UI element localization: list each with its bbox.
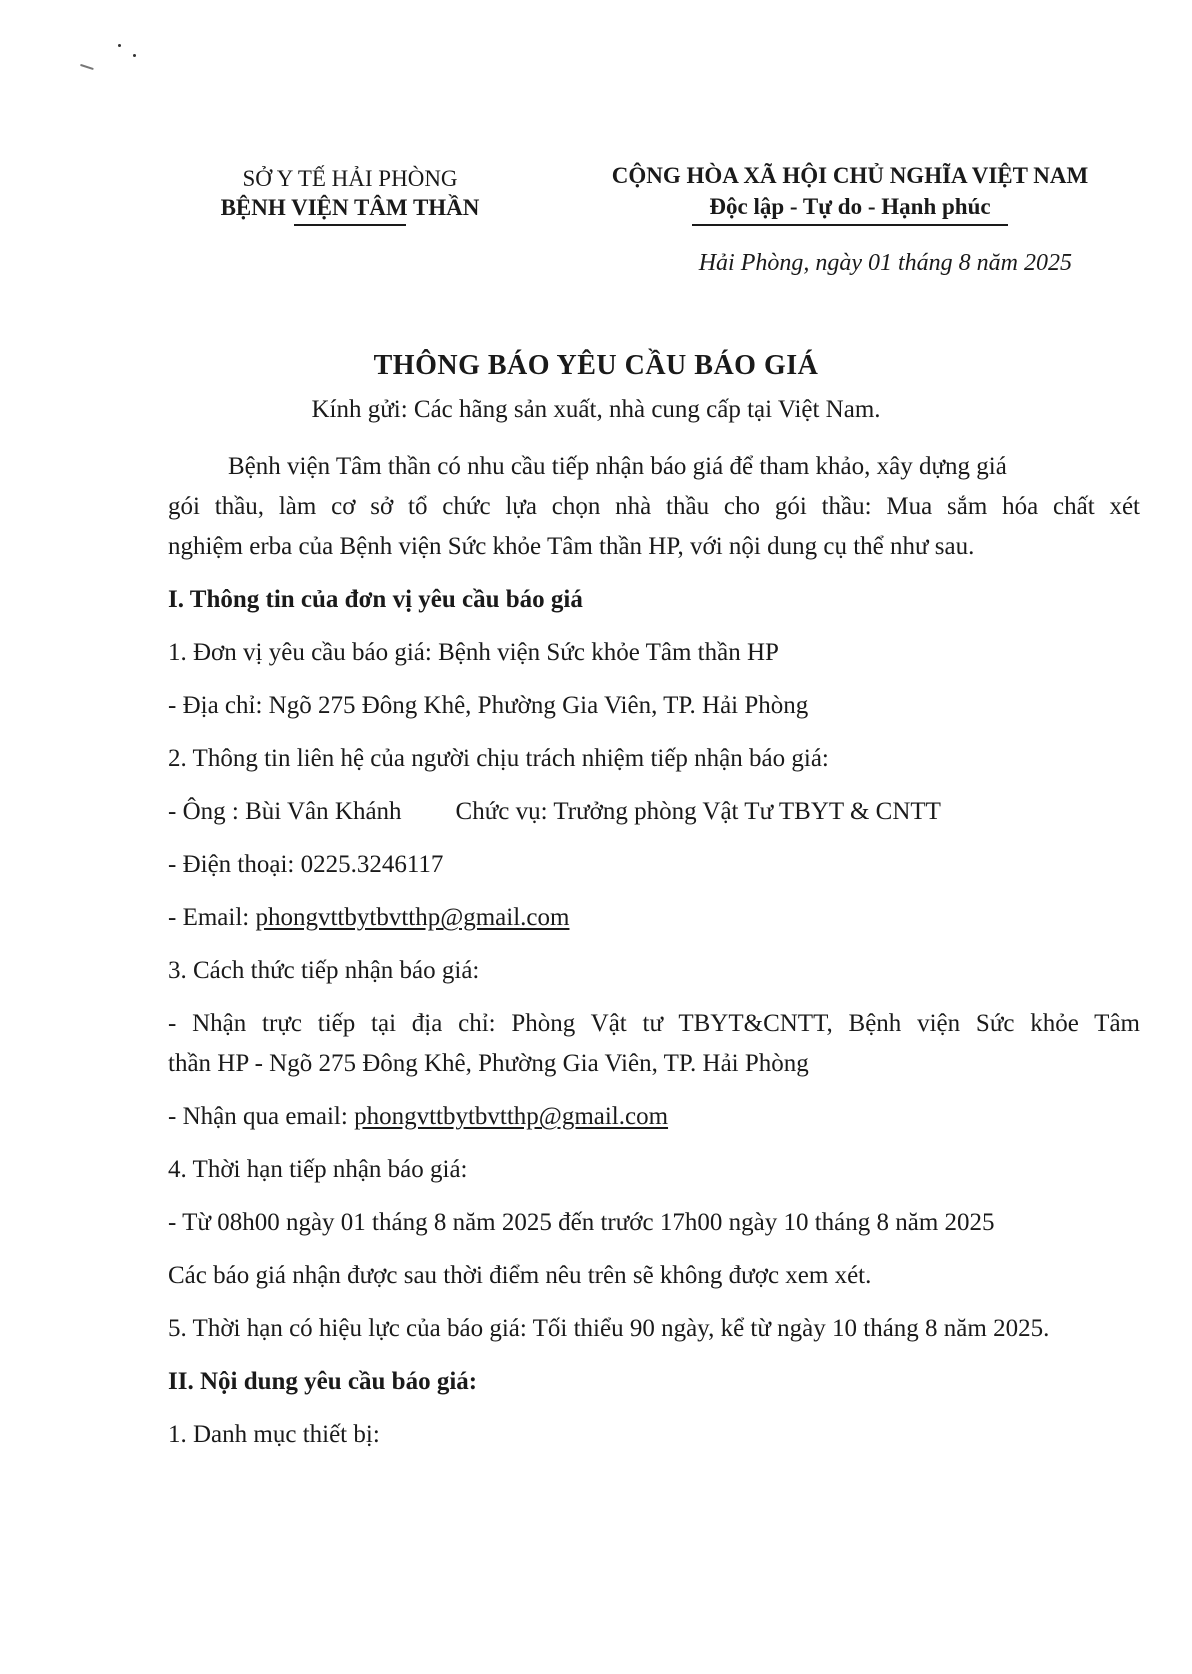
issuer-block	[200, 164, 500, 226]
issuer-underline	[294, 224, 406, 226]
email-label: - Email:	[168, 904, 256, 931]
receipt-email-link[interactable]: phongvttbytbvtthp@gmail.com	[354, 1103, 669, 1130]
national-heading	[600, 160, 1100, 226]
document-title: THÔNG BÁO YÊU CẦU BÁO GIÁ	[373, 350, 819, 381]
section-2-heading: II. Nội dung yêu cầu báo giá:	[168, 1368, 478, 1395]
requester-unit: 1. Đơn vị yêu cầu báo giá: Bệnh viện Sức khỏe Tâm thần HP	[168, 639, 779, 666]
greeting-line: Kính gửi: Các hãng sản xuất, nhà cung cấp tại Việt Nam.	[311, 396, 881, 423]
motto-underline	[692, 224, 1008, 226]
contact-role: Chức vụ: Trưởng phòng Vật Tư TBYT & CNTT	[455, 798, 941, 825]
contact-name: - Ông : Bùi Vân Khánh	[168, 798, 402, 825]
receipt-email-line	[168, 1102, 1140, 1132]
scan-speck	[133, 54, 136, 57]
country-name: CỘNG HÒA XÃ HỘI CHỦ NGHĨA VIỆT NAM	[611, 163, 1089, 188]
intro-line-1: Bệnh viện Tâm thần có nhu cầu tiếp nhận báo giá để tham khảo, xây dựng giá	[228, 453, 1007, 480]
section-1-heading: I. Thông tin của đơn vị yêu cầu báo giá	[168, 586, 583, 613]
deadline-range: - Từ 08h00 ngày 01 tháng 8 năm 2025 đến trước 17h00 ngày 10 tháng 8 năm 2025	[168, 1209, 995, 1236]
contact-email-line	[168, 903, 1140, 933]
national-motto: Độc lập - Tự do - Hạnh phúc	[709, 194, 991, 219]
receipt-direct-line-1: - Nhận trực tiếp tại địa chỉ: Phòng Vật tư TBYT&CNTT, Bệnh viện Sức khỏe Tâm	[168, 1010, 1140, 1037]
late-submission-note: Các báo giá nhận được sau thời điểm nêu trên sẽ không được xem xét.	[168, 1262, 872, 1289]
equipment-list-heading: 1. Danh mục thiết bị:	[168, 1421, 380, 1448]
contact-phone: - Điện thoại: 0225.3246117	[168, 851, 444, 878]
receipt-email-label: - Nhận qua email:	[168, 1103, 355, 1130]
scan-speck	[118, 44, 121, 47]
quote-validity: 5. Thời hạn có hiệu lực của báo giá: Tối thiểu 90 ngày, kể từ ngày 10 tháng 8 năm 2025.	[168, 1315, 1050, 1342]
scan-speck	[80, 64, 94, 70]
contact-email-link[interactable]: phongvttbytbvtthp@gmail.com	[255, 904, 570, 931]
intro-line-2: gói thầu, làm cơ sở tổ chức lựa chọn nhà thầu cho gói thầu: Mua sắm hóa chất xét	[168, 493, 1140, 520]
receipt-direct-line-2: thần HP - Ngõ 275 Đông Khê, Phường Gia Viên, TP. Hải Phòng	[168, 1050, 809, 1077]
hospital-name: BỆNH VIỆN TÂM THẦN	[220, 195, 480, 220]
document-date: Hải Phòng, ngày 01 tháng 8 năm 2025	[698, 250, 1072, 276]
deadline-heading: 4. Thời hạn tiếp nhận báo giá:	[168, 1156, 468, 1183]
receipt-method-heading: 3. Cách thức tiếp nhận báo giá:	[168, 957, 480, 984]
intro-line-3: nghiệm erba của Bệnh viện Sức khỏe Tâm thần HP, với nội dung cụ thể như sau.	[168, 533, 975, 560]
contact-person-line	[168, 797, 1140, 827]
contact-heading: 2. Thông tin liên hệ của người chịu trách nhiệm tiếp nhận báo giá:	[168, 745, 829, 772]
department-name: SỞ Y TẾ HẢI PHÒNG	[242, 166, 458, 191]
requester-address: - Địa chỉ: Ngõ 275 Đông Khê, Phường Gia Viên, TP. Hải Phòng	[168, 692, 809, 719]
